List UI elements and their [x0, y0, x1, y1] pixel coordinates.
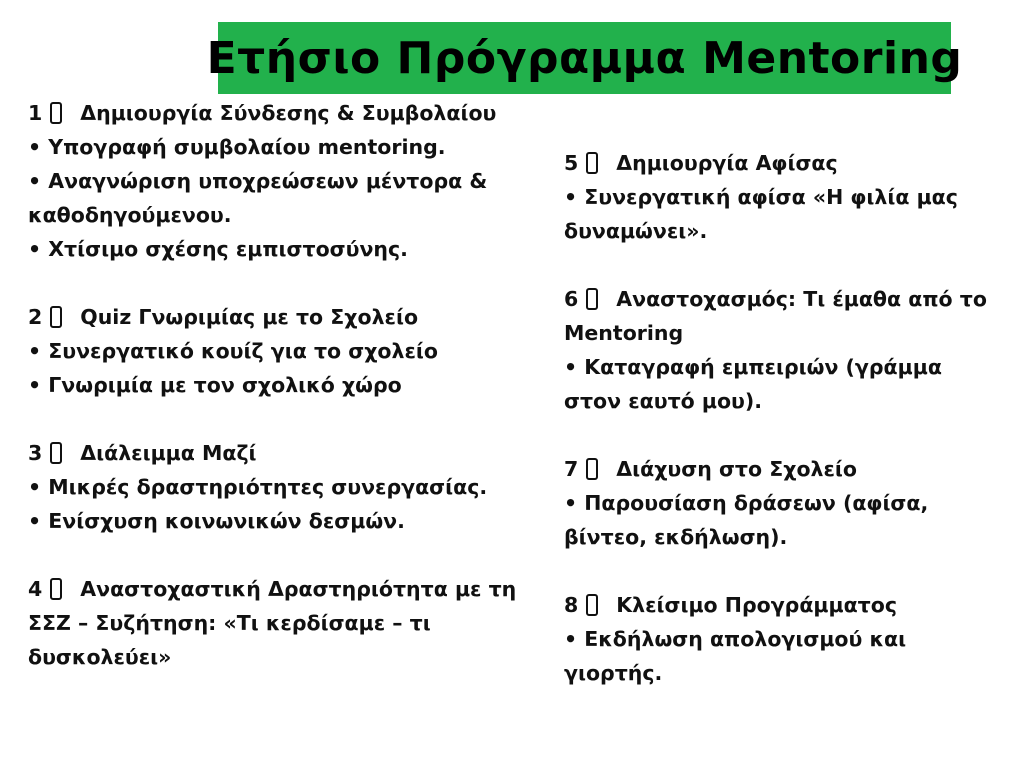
section-title: Quiz Γνωριμίας με το Σχολείο: [80, 305, 419, 329]
section-heading: [564, 282, 1004, 350]
section-number: 6: [564, 287, 579, 311]
section-number: 5: [564, 151, 579, 175]
section-number: 1: [28, 101, 43, 125]
section-number: 8: [564, 593, 579, 617]
bullet-item: • Αναγνώριση υποχρεώσεων μέντορα & καθοδηγούμενου.: [28, 169, 488, 227]
bullet-item: • Μικρές δραστηριότητες συνεργασίας.: [28, 475, 488, 499]
section-6: [564, 282, 1004, 418]
keycap-box-icon: [50, 442, 62, 464]
section-8: [564, 588, 1004, 690]
section-title: Αναστοχασμός: Τι έμαθα από το Mentoring: [564, 287, 987, 345]
bullet-item: • Γνωριμία με τον σχολικό χώρο: [28, 373, 402, 397]
section-7: [564, 452, 1004, 554]
section-4: [28, 572, 558, 674]
section-title: Αναστοχαστική Δραστηριότητα με τη ΣΣΖ – Συζήτηση: «Τι κερδίσαμε – τι δυσκολεύει»: [28, 577, 517, 669]
bullet-item: • Συνεργατικό κουίζ για το σχολείο: [28, 339, 438, 363]
section-2: [28, 300, 558, 402]
section-number: 4: [28, 577, 43, 601]
section-3: [28, 436, 558, 538]
keycap-box-icon: [586, 152, 598, 174]
keycap-box-icon: [586, 458, 598, 480]
bullet-item: • Υπογραφή συμβολαίου mentoring.: [28, 135, 446, 159]
left-column: [28, 96, 558, 708]
section-number: 3: [28, 441, 43, 465]
section-title: Κλείσιμο Προγράμματος: [616, 593, 897, 617]
bullet-item: • Συνεργατική αφίσα «Η φιλία μας δυναμώνει».: [564, 185, 958, 243]
bullet-item: • Καταγραφή εμπειριών (γράμμα στον εαυτό μου).: [564, 355, 942, 413]
right-column: [564, 146, 1004, 724]
bullet-item: • Παρουσίαση δράσεων (αφίσα, βίντεο, εκδήλωση).: [564, 491, 929, 549]
section-1: [28, 96, 558, 266]
title-banner: [206, 22, 963, 94]
section-heading: [564, 588, 1004, 622]
section-heading: [28, 96, 558, 130]
section-heading: [564, 452, 1004, 486]
section-number: 7: [564, 457, 579, 481]
section-heading: [564, 146, 1004, 180]
keycap-box-icon: [50, 306, 62, 328]
keycap-box-icon: [50, 578, 62, 600]
keycap-box-icon: [50, 102, 62, 124]
section-number: 2: [28, 305, 43, 329]
section-heading: [28, 436, 558, 470]
keycap-box-icon: [586, 288, 598, 310]
section-title: Δημιουργία Αφίσας: [616, 151, 838, 175]
section-5: [564, 146, 1004, 248]
page-title: Ετήσιο Πρόγραμμα Mentoring: [206, 32, 963, 84]
section-title: Διάλειμμα Μαζί: [80, 441, 257, 465]
keycap-box-icon: [586, 594, 598, 616]
section-heading: [28, 300, 558, 334]
section-title: Δημιουργία Σύνδεσης & Συμβολαίου: [80, 101, 497, 125]
bullet-item: • Εκδήλωση απολογισμού και γιορτής.: [564, 627, 907, 685]
section-heading: [28, 572, 558, 674]
section-title: Διάχυση στο Σχολείο: [616, 457, 858, 481]
bullet-item: • Χτίσιμο σχέσης εμπιστοσύνης.: [28, 237, 408, 261]
bullet-item: • Ενίσχυση κοινωνικών δεσμών.: [28, 509, 405, 533]
